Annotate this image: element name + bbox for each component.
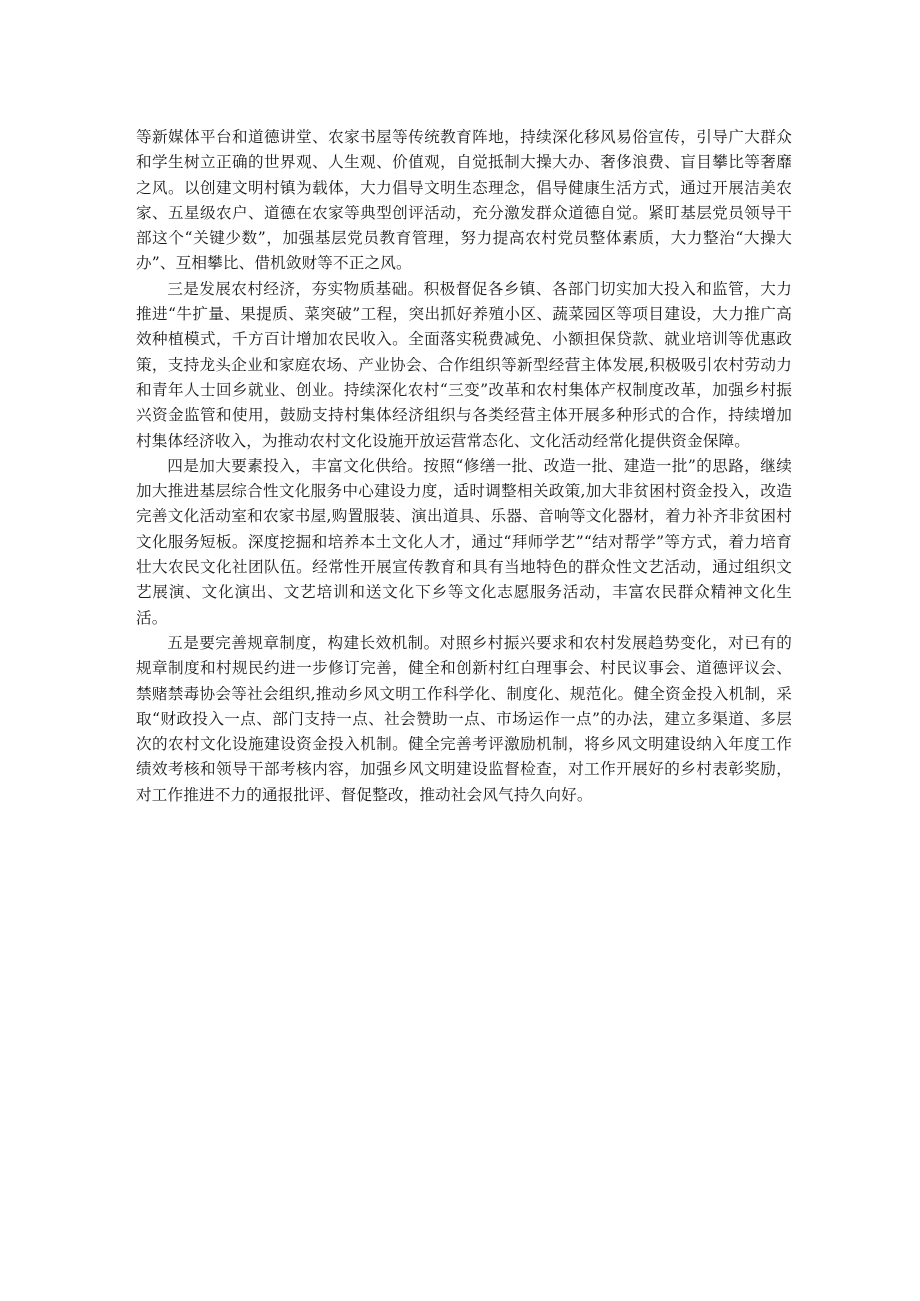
- paragraph-regulations: 五是要完善规章制度，构建长效机制。对照乡村振兴要求和农村发展趋势变化，对已有的规章制度和村规民约进一步修订完善，健全和创新村红白理事会、村民议事会、道德评议会、禁赌禁毒协会等社会组织,推动乡风文明工作科学化、制度化、规范化。健全资金投入机制，采取“财政投入一点、部门支持一点、社会赞助一点、市场运作一点”的办法，建立多渠道、多层次的农村文化设施建设资金投入机制。健全完善考评激励机制，将乡风文明建设纳入年度工作绩效考核和领导干部考核内容，加强乡风文明建设监督检查，对工作开展好的乡村表彰奖励，对工作推进不力的通报批评、督促整改，推动社会风气持久向好。: [136, 633, 792, 804]
- paragraph-rural-economy: 三是发展农村经济，夯实物质基础。积极督促各乡镇、各部门切实加大投入和监管，大力推进“牛扩量、果提质、菜突破”工程，突出抓好养殖小区、蔬菜园区等项目建设，大力推广高效种植模式，千方百计增加农民收入。全面落实税费减免、小额担保贷款、就业培训等优惠政策，支持龙头企业和家庭农场、产业协会、合作组织等新型经营主体发展,积极吸引农村劳动力和青年人士回乡就业、创业。持续深化农村“三变”改革和农村集体产权制度改革，加强乡村振兴资金监管和使用，鼓励支持村集体经济组织与各类经营主体开展多种形式的合作，持续增加村集体经济收入，为推动农村文化设施开放运营常态化、文化活动经常化提供资金保障。: [136, 279, 792, 450]
- paragraph-cultural-supply: 四是加大要素投入，丰富文化供给。按照“修缮一批、改造一批、建造一批”的思路，继续加大推进基层综合性文化服务中心建设力度，适时调整相关政策,加大非贫困村资金投入，改造完善文化活动室和农家书屋,购置服装、演出道具、乐器、音响等文化器材，着力补齐非贫困村文化服务短板。深度挖掘和培养本土文化人才，通过“拜师学艺”“结对帮学”等方式，着力培育壮大农民文化社团队伍。经常性开展宣传教育和具有当地特色的群众性文艺活动，通过组织文艺展演、文化演出、文艺培训和送文化下乡等文化志愿服务活动，丰富农民群众精神文化生活。: [136, 456, 792, 627]
- document-page: [136, 125, 792, 808]
- paragraph-continued: 等新媒体平台和道德讲堂、农家书屋等传统教育阵地，持续深化移风易俗宣传，引导广大群众和学生树立正确的世界观、人生观、价值观，自觉抵制大操大办、奢侈浪费、盲目攀比等奢靡之风。以创建文明村镇为载体，大力倡导文明生态理念，倡导健康生活方式，通过开展洁美农家、五星级农户、道德在农家等典型创评活动，充分激发群众道德自觉。紧盯基层党员领导干部这个“关键少数”，加强基层党员教育管理，努力提高农村党员整体素质，大力整治“大操大办”、互相攀比、借机敛财等不正之风。: [136, 128, 792, 273]
